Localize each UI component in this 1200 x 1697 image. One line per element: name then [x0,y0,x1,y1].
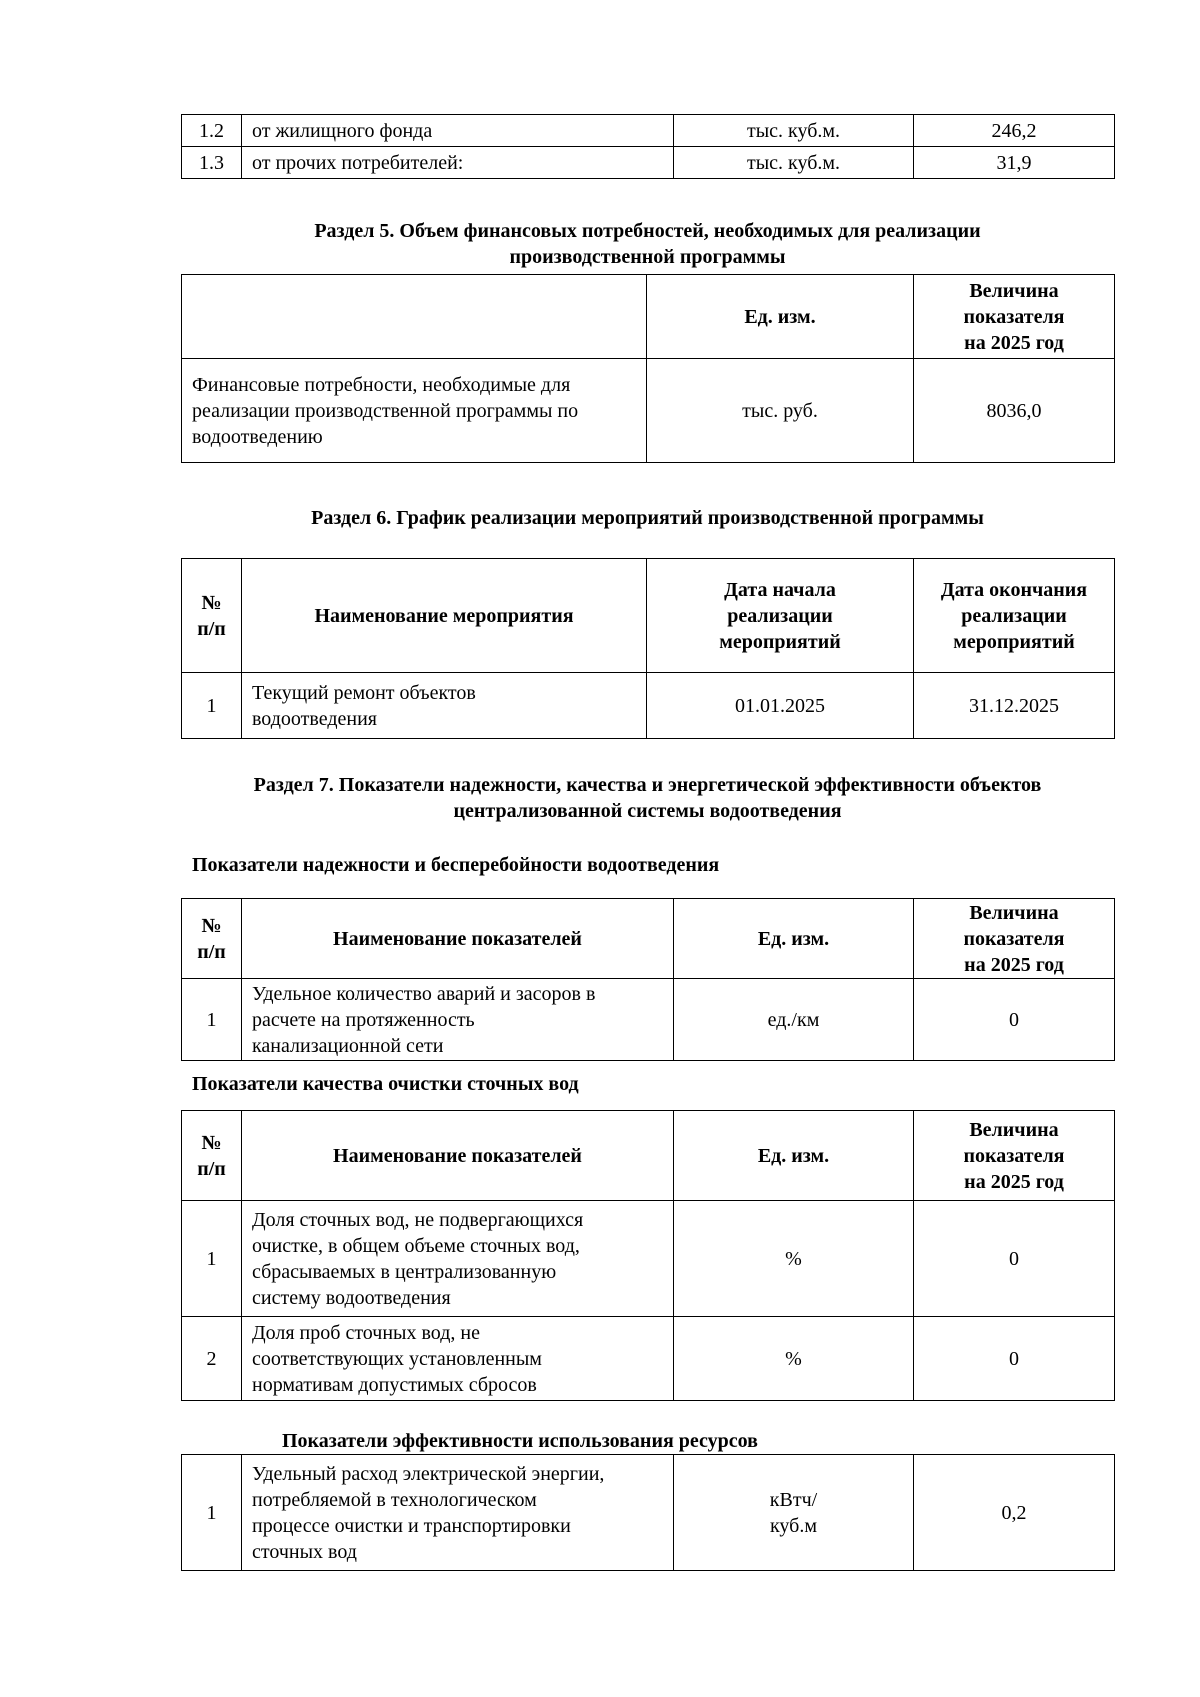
reliability-table [181,898,1115,1061]
row-number: 1 [182,1455,242,1571]
row-unit: % [674,1317,914,1401]
row-name: Доля проб сточных вод, не соответствующих установленным нормативам допустимых сбросов [242,1317,674,1401]
quality-title: Показатели качества очистки сточных вод [192,1073,579,1095]
row-name: Удельный расход электрической энергии, потребляемой в технологическом процессе очистки и транспортировки сточных вод [242,1455,674,1571]
row-value: 0 [914,979,1115,1061]
col-start-header: Дата начала реализации мероприятий [647,559,914,673]
table-row [182,979,1115,1061]
row-value: 31,9 [914,147,1115,179]
efficiency-table [181,1454,1115,1571]
table-row [182,147,1115,179]
row-unit: тыс. руб. [647,359,914,463]
section7-title: Раздел 7. Показатели надежности, качества и энергетической эффективности объектов централизованной системы водоотведения [253,774,1042,822]
col-value-header: Величина показателя на 2025 год [914,275,1115,359]
row-name: Текущий ремонт объектов водоотведения [242,673,647,739]
row-unit: кВтч/ куб.м [674,1455,914,1571]
row-value: 0 [914,1201,1115,1317]
table-row [182,115,1115,147]
col-unit-header: Ед. изм. [674,1111,914,1201]
row-name: Удельное количество аварий и засоров в расчете на протяженность канализационной сети [242,979,674,1061]
table-header-row [182,899,1115,979]
row-number: 1.3 [182,147,242,179]
section6-title: Раздел 6. График реализации мероприятий производственной программы [311,507,984,529]
row-start-date: 01.01.2025 [647,673,914,739]
row-value: 0 [914,1317,1115,1401]
row-end-date: 31.12.2025 [914,673,1115,739]
col-value-header: Величина показателя на 2025 год [914,899,1115,979]
top-table [181,114,1115,179]
quality-table [181,1110,1115,1401]
col-name-header: Наименование показателей [242,1111,674,1201]
row-number: 1.2 [182,115,242,147]
table-row [182,359,1115,463]
row-name: от прочих потребителей: [242,147,674,179]
section6-table [181,558,1115,739]
col-num-header: № п/п [182,1111,242,1201]
col-value-header: Величина показателя на 2025 год [914,1111,1115,1201]
row-value: 0,2 [914,1455,1115,1571]
row-number: 1 [182,1201,242,1317]
row-value: 246,2 [914,115,1115,147]
row-unit: тыс. куб.м. [674,147,914,179]
section5-title: Раздел 5. Объем финансовых потребностей, необходимых для реализации производственной программы [314,220,981,268]
table-row [182,673,1115,739]
reliability-title: Показатели надежности и бесперебойности водоотведения [192,854,720,876]
row-unit: % [674,1201,914,1317]
row-name: Финансовые потребности, необходимые для реализации производственной программы по водоотведению [182,359,647,463]
table-row [182,1201,1115,1317]
empty-header [182,275,647,359]
row-name: от жилищного фонда [242,115,674,147]
row-unit: ед./км [674,979,914,1061]
row-name: Доля сточных вод, не подвергающихся очистке, в общем объеме сточных вод, сбрасываемых в централизованную систему водоотведения [242,1201,674,1317]
col-num-header: № п/п [182,559,242,673]
col-end-header: Дата окончания реализации мероприятий [914,559,1115,673]
row-number: 1 [182,673,242,739]
row-number: 2 [182,1317,242,1401]
row-number: 1 [182,979,242,1061]
col-unit-header: Ед. изм. [647,275,914,359]
efficiency-title: Показатели эффективности использования ресурсов [282,1430,758,1452]
col-name-header: Наименование показателей [242,899,674,979]
row-unit: тыс. куб.м. [674,115,914,147]
col-num-header: № п/п [182,899,242,979]
col-name-header: Наименование мероприятия [242,559,647,673]
table-header-row [182,1111,1115,1201]
section5-table [181,274,1115,463]
table-header-row [182,275,1115,359]
col-unit-header: Ед. изм. [674,899,914,979]
table-row [182,1317,1115,1401]
row-value: 8036,0 [914,359,1115,463]
table-header-row [182,559,1115,673]
table-row [182,1455,1115,1571]
